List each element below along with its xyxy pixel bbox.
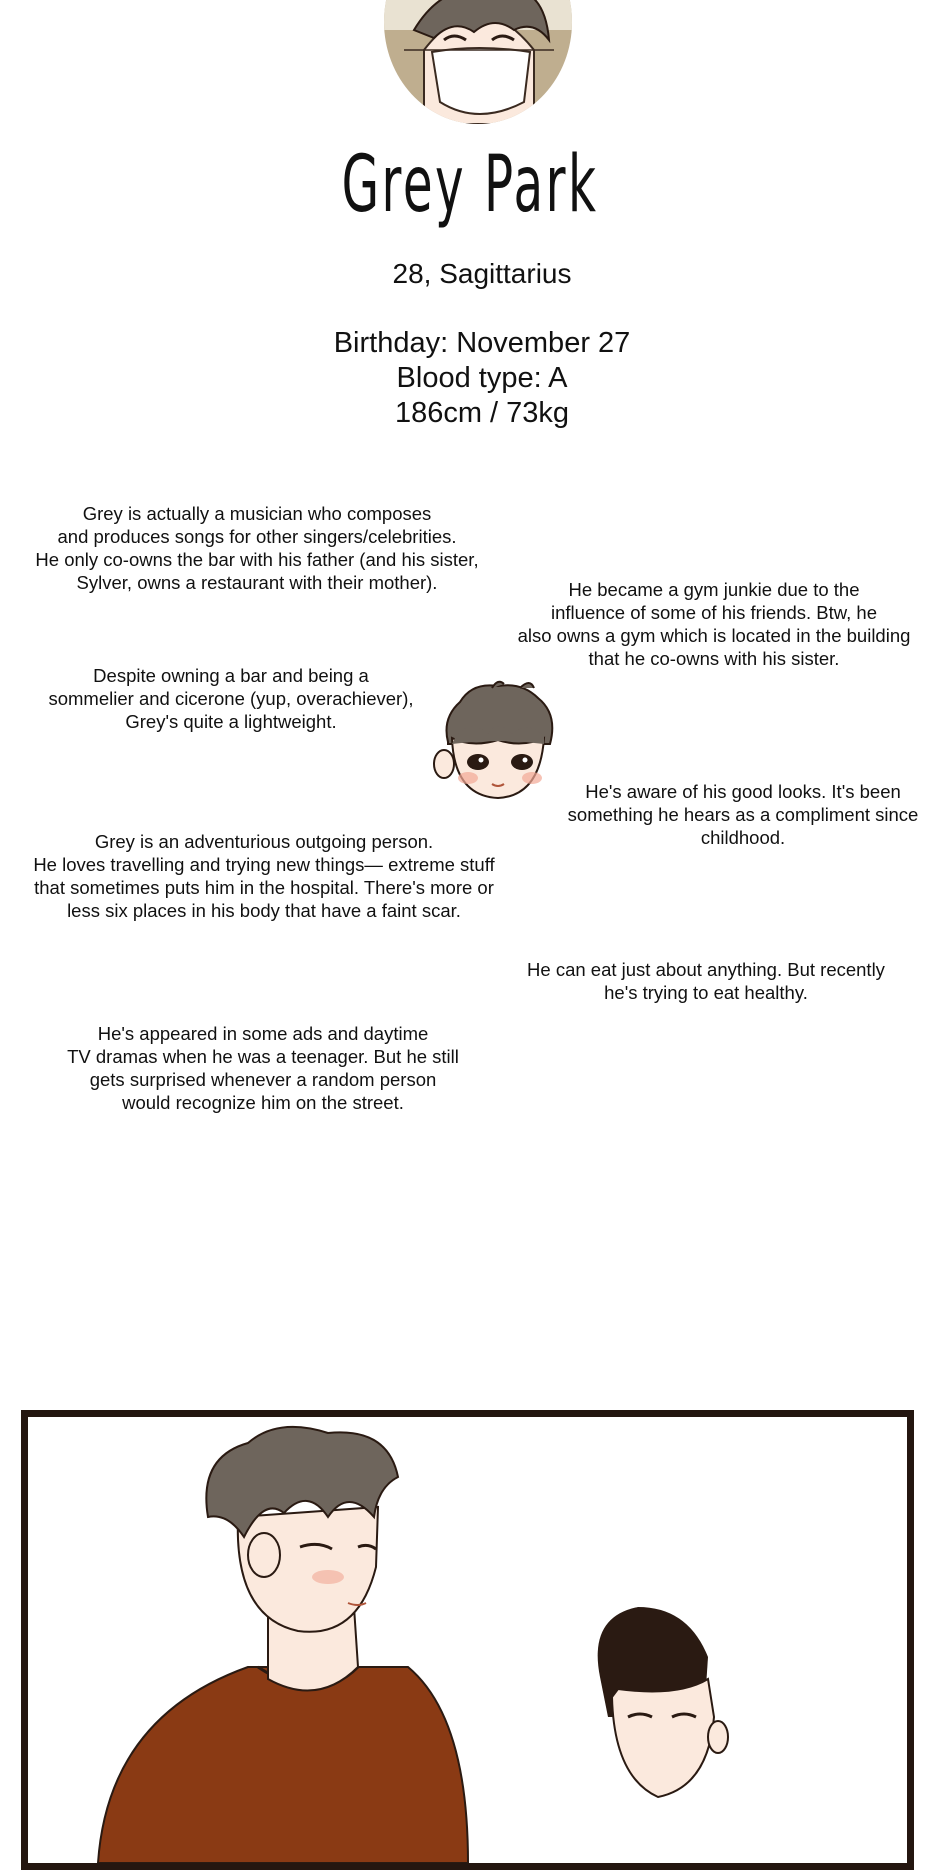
fact-looks: He's aware of his good looks. It's been something he hears as a compliment since childhood. <box>567 781 919 848</box>
profile-age-sign: 28, Sagittarius <box>392 258 572 289</box>
illustration-panel <box>21 1410 914 1870</box>
profile-avatar <box>384 0 572 124</box>
profile-birthday: Birthday: November 27 <box>333 327 631 359</box>
fact-musician: Grey is actually a musician who composes and produces songs for other singers/celebrities. He only co-owns the bar with his father (and his sister, Sylver, owns a restaurant with their mother). <box>35 503 479 593</box>
fact-ads: He's appeared in some ads and daytime TV dramas when he was a teenager. But he still gets surprised whenever a random person would recognize him on the street. <box>67 1023 459 1113</box>
fact-lightweight: Despite owning a bar and being a sommelier and cicerone (yup, overachiever), Grey's quite a lightweight. <box>48 665 414 732</box>
chibi-face-illustration <box>432 678 564 804</box>
fact-eating: He can eat just about anything. But recently he's trying to eat healthy. <box>527 959 885 1003</box>
fact-adventurous: Grey is an adventurious outgoing person. He loves travelling and trying new things— extreme stuff that sometimes puts him in the hospital. There's more or less six places in his body that have a faint scar. <box>33 831 495 921</box>
profile-name: Grey Park <box>341 140 599 230</box>
fact-gym: He became a gym junkie due to the influence of some of his friends. Btw, he also owns a gym which is located in the building that he co-owns with his sister. <box>517 579 911 669</box>
profile-stats <box>0 326 940 431</box>
profile-height-weight: 186cm / 73kg <box>394 397 570 429</box>
profile-blood-type: Blood type: A <box>396 362 568 394</box>
